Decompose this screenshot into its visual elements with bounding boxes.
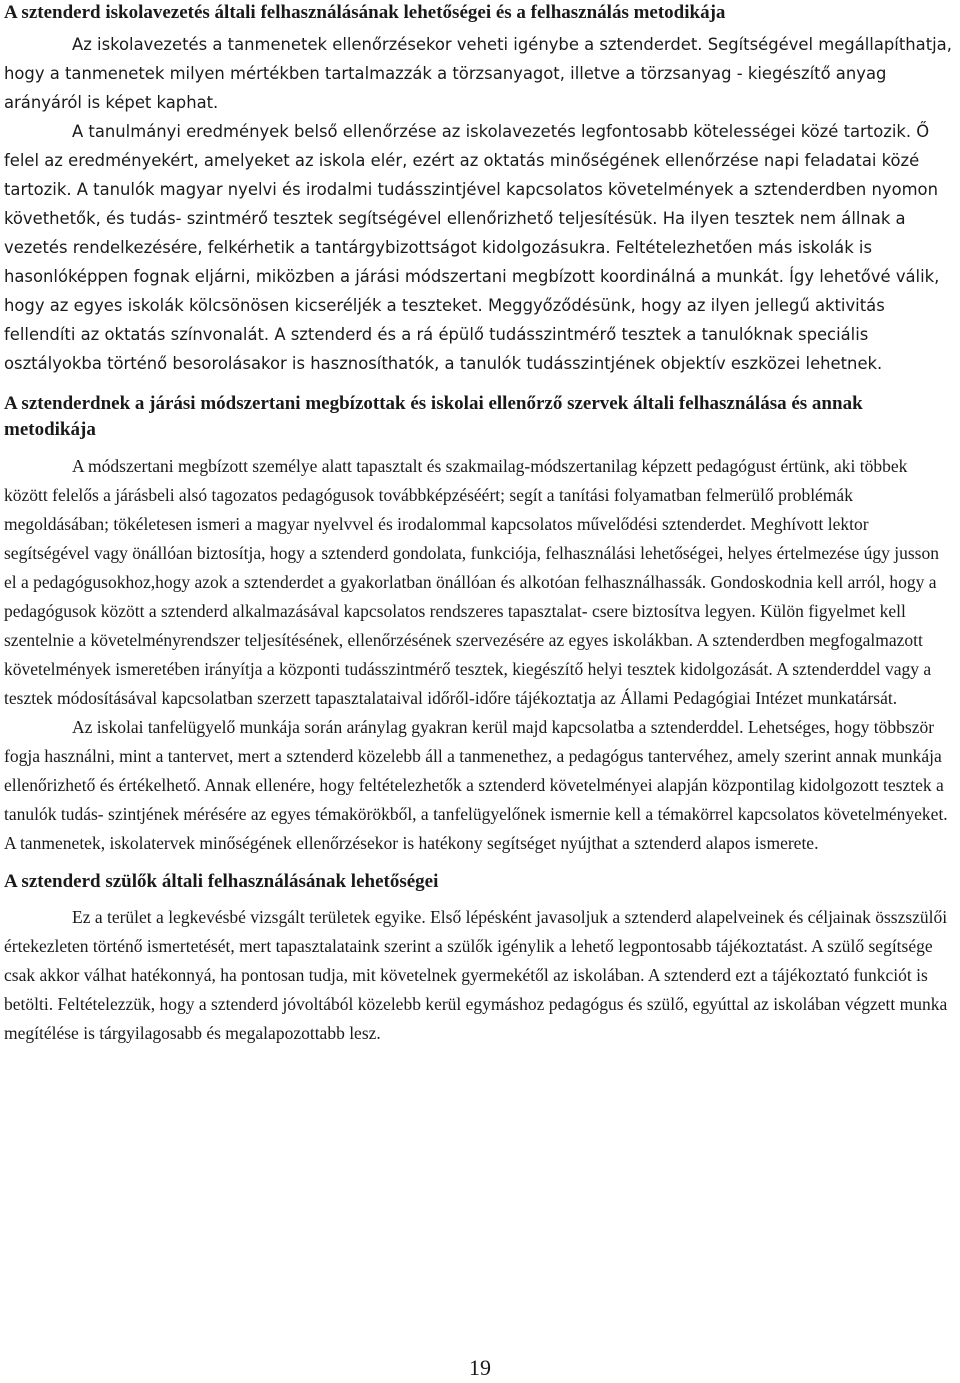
body-paragraph: Az iskolai tanfelügyelő munkája során aránylag gyakran kerül majd kapcsolatba a sztenderddel. Lehetséges, hogy többször fogja használni, mint a tantervet, mert a sztenderd közelebb áll a tanmenethez, a pedagógus tantervéhez, amely szerint annak munkája ellenőrizhető és értékelhető. Annak ellenére, hogy feltételezhetők a sztenderd követelményei alapján központilag kidolgozott tesztek a tanulók tudás- szintjének mérésére az egyes témakörökből, a tanfelügyelőnek ismernie kell a témakörrel kapcsolatos követelményeket. A tanmenetek, iskolatervek minőségének ellenőrzésekor is hatékony segítséget nyújthat a sztenderd alapos ismerete. [4,717,948,853]
section-body [4,452,954,858]
section-heading: A sztenderd iskolavezetés általi felhasználásának lehetőségei és a felhasználás metodikája [4,2,726,23]
section-heading: A sztenderdnek a járási módszertani megbízottak és iskolai ellenőrző szervek általi felhasználása és annak metodikája [4,393,863,440]
section-body [4,903,954,1048]
section-heading: A sztenderd szülők általi felhasználásának lehetőségei [4,871,439,892]
section-body [4,30,954,378]
page-content [4,0,954,1048]
section-school-management [4,0,954,378]
body-paragraph: Az iskolavezetés a tanmenetek ellenőrzésekor veheti igénybe a sztenderdet. Segítségével megállapíthatja, hogy a tanmenetek milyen mértékben tartalmazzák a törzsanyagot, illetve a törzsanyag - kiegészítő anyag arányáról is képet kaphat. [4,35,952,112]
section-parents [4,869,954,1048]
body-paragraph: Ez a terület a legkevésbé vizsgált területek egyike. Első lépésként javasoljuk a sztenderd alapelveinek és céljainak összszülői értekezleten történő ismertetését, mert tapasztalataink szerint a szülők igénylik a lehető legpontosabb tájékoztatást. A szülő segítsége csak akkor válhat hatékonnyá, ha pontosan tudja, mit követelnek gyermekétől az iskolában. A sztenderd ezt a tájékoztató funkciót is betölti. Feltételezzük, hogy a sztenderd jóvoltából közelebb kerül egymáshoz pedagógus és szülő, egyúttal az iskolában végzett munka megítélése is tárgyilagosabb és megalapozottabb lesz. [4,907,948,1043]
section-methodology-advisers [4,391,954,858]
page-number: 19 [469,1355,491,1380]
body-paragraph: A tanulmányi eredmények belső ellenőrzése az iskolavezetés legfontosabb kötelességei közé tartozik. Ő felel az eredményekért, amelyeket az iskola elér, ezért az oktatás minőségének ellenőrzése napi feladatai közé tartozik. A tanulók magyar nyelvi és irodalmi tudásszintjével kapcsolatos követelmények a sztenderdben nyomon követhetők, és tudás- szintmérő tesztek segítségével ellenőrizhető teljesítésük. Ha ilyen tesztek nem állnak a vezetés rendelkezésére, felkérhetik a tantárgybizottságot kidolgozásukra. Feltételezhetően más iskolák is hasonlóképpen fognak eljárni, miközben a járási módszertani megbízott koordinálná a munkát. Így lehetővé válik, hogy az egyes iskolák kölcsönösen kicseréljék a teszteket. Meggyőződésünk, hogy az ilyen jellegű aktivitás fellendíti az oktatás színvonalát. A sztenderd és a rá épülő tudásszintmérő tesztek a tanulóknak speciális osztályokba történő besorolásakor is hasznosíthatók, a tanulók tudásszintjének objektív eszközei lehetnek. [4,122,940,373]
body-paragraph: A módszertani megbízott személye alatt tapasztalt és szakmailag-módszertanilag képzett pedagógust értünk, aki többek között felelős a járásbeli alsó tagozatos pedagógusok továbbképzéséért; segít a tanítási folyamatban felmerülő problémák megoldásában; tökéletesen ismeri a magyar nyelvvel és irodalommal kapcsolatos művelődési sztenderdet. Meghívott lektor segítségével vagy önállóan biztosítja, hogy a sztenderd gondolata, funkciója, felhasználási lehetőségei, helyes értelmezése úgy jusson el a pedagógusokhoz,hogy azok a sztenderdet a gyakorlatban önállóan és alkotóan felhasználhassák. Gondoskodnia kell arról, hogy a pedagógusok között a sztenderd alkalmazásával kapcsolatos rendszeres tapasztalat- csere biztosítva legyen. Külön figyelmet kell szentelnie a követelményrendszer teljesítésének, ellenőrzésének szervezésére az egyes iskolákban. A sztenderdben megfogalmazott követelmények ismeretében irányítja a központi tudásszintmérő tesztek, kiegészítő helyi tesztek kidolgozását. A sztenderddel vagy a tesztek módosításával kapcsolatban szerzett tapasztalataival időről-időre tájékoztatja az Állami Pedagógiai Intézet munkatársát. [4,456,939,708]
